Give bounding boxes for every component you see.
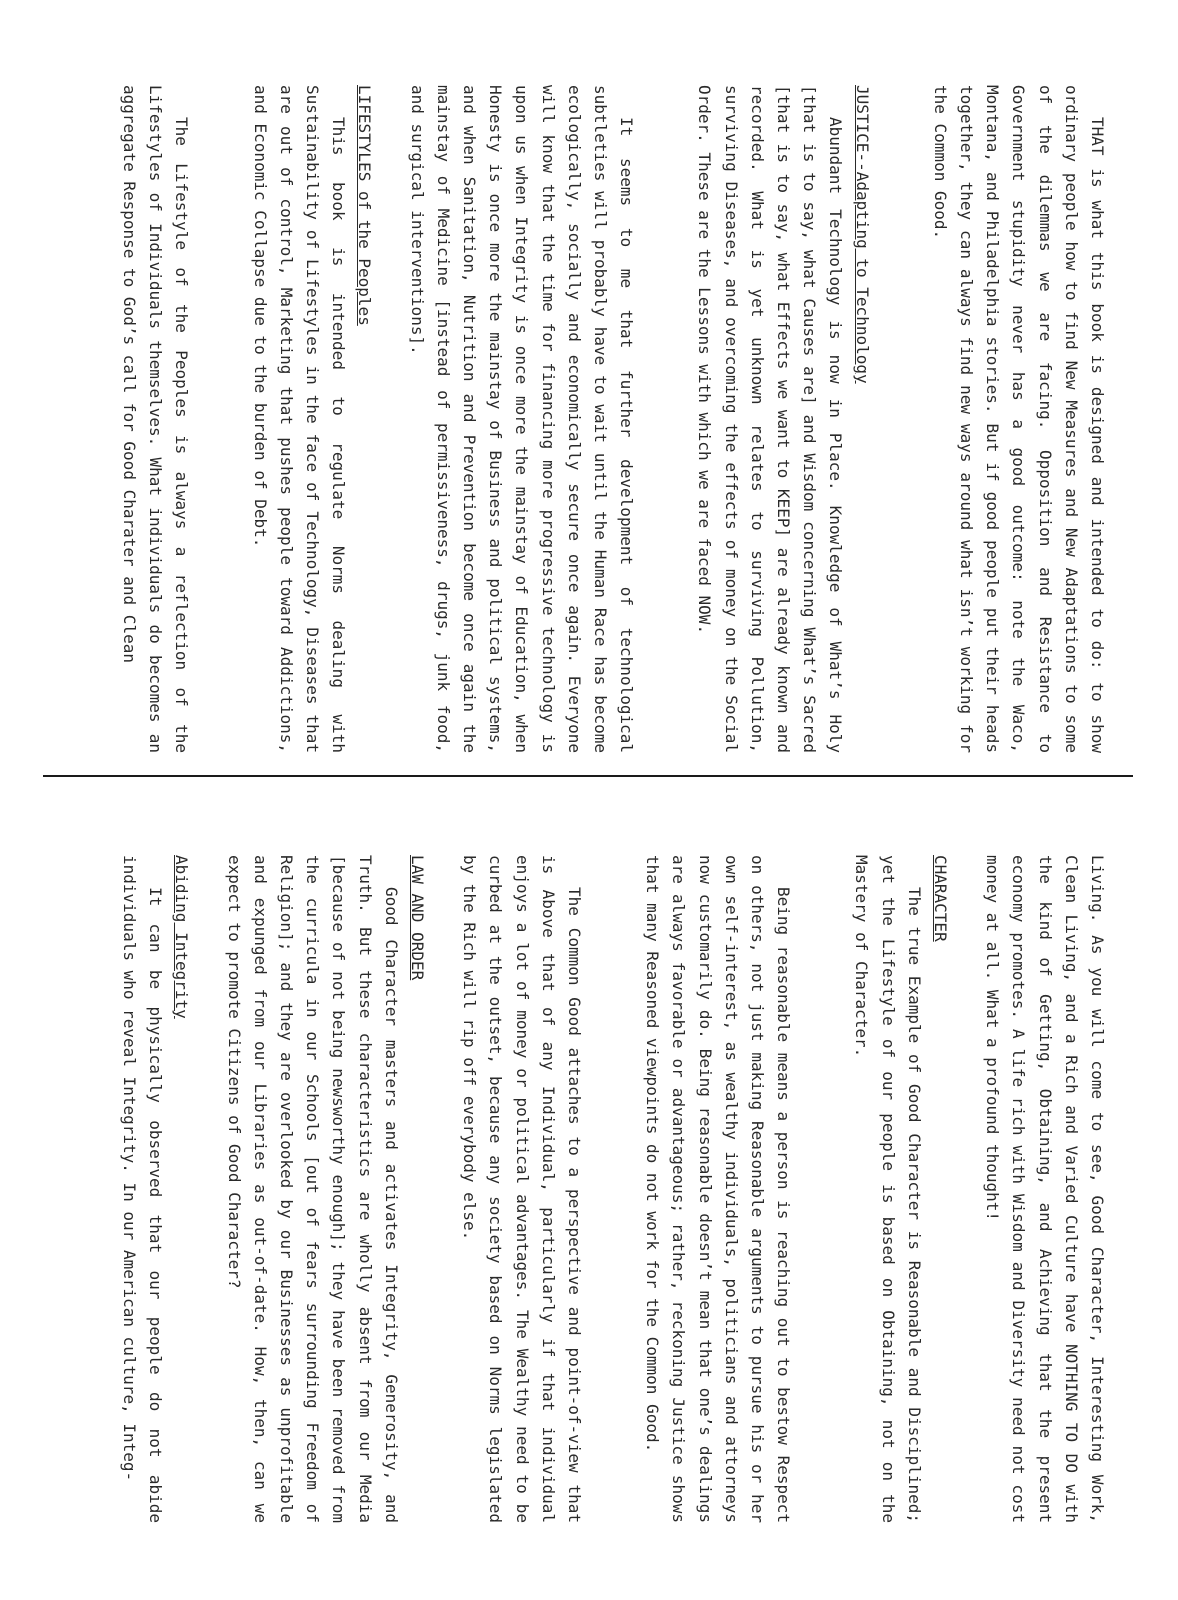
- lifestyle-reflection-paragraph: The Lifestyle of the Peoples is always a reflection of the Lifestyles of Individuals themselves. What individuals do becomes an aggregate Response to God’s call for Good Charater and Clean: [119, 85, 192, 753]
- integrity-paragraph: It can be physically observed that our people do not abide individuals who reveal Integrity. In our American culture, Integ-: [119, 855, 166, 1523]
- justice-paragraph: Abundant Technology is now in Place. Knowledge of What’s Holy [that is to say, what Causes are] and Wisdom concerning What’s Sacred [that is to say, what Effects we want to KEEP] are already known and recorded. What is yet unknown relates to surviving Pollution, surviving Diseases, and overcoming the effects of money on the Social Order. These are the Lessons with which we are faced NOW.: [695, 85, 846, 753]
- column-divider: [43, 775, 1133, 777]
- left-column: [116, 85, 1110, 753]
- heading-justice: JUSTICE--Adapting to Technology: [852, 85, 872, 384]
- law-order-paragraph: Good Character masters and activates Integrity, Generosity, and Truth. But these characteristics are wholly absent from our Media [because of not being newsworthy enough]; they have been removed from the curricula in our Schools [out of fears surrounding Freedom of Religion]; and they are overlooked by our Businesses as unprofitable and expunged from our Libraries as out-of-date. How, then, can we expect to promote Citizens of Good Character?: [224, 855, 401, 1523]
- lifestyles-paragraph: This book is intended to regulate Norms dealing with Sustainability of Lifestyles in the face of Technology, Diseases that are out of control, Marketing that pushes people toward Addictions, and Economic Collapse due to the burden of Debt.: [250, 85, 349, 753]
- heading-character: CHARACTER: [930, 855, 950, 942]
- heading-lifestyles: LIFESTYLES of the Peoples: [355, 85, 375, 326]
- technology-paragraph: It seems to me that further development of technological subtleties will probably have to wait until the Human Race has become ecologically, socially and economically secure once again. Everyone will know that the time for financing more progressive technology is upon us when Integrity is once more the mainstay of Education, when Honesty is once more the mainstay of Business and political systems, and when Sanitation, Nutrition and Prevention become once again the mainstay of Medicine [instead of permissiveness, drugs, junk food, and surgical interventions].: [407, 85, 637, 753]
- heading-law-and-order: LAW AND ORDER: [407, 855, 427, 981]
- reasonable-paragraph: Being reasonable means a person is reaching out to bestow Respect on others, not just making Reasonable arguments to pursue his or her own self-interest, as wealthy individuals, politicians and attorneys now customarily do. Being reasonable doesn’t mean that one’s dealings are always favorable or advantageous; rather, reckoning Justice shows that many Reasoned viewpoints do not work for the Common Good.: [643, 855, 794, 1523]
- right-column: [116, 855, 1110, 1523]
- heading-abiding-integrity: Abiding Integrity: [172, 855, 192, 1019]
- living-paragraph: Living. As you will come to see, Good Character, Interesting Work, Clean Living, and a Rich and Varied Culture have NOTHING TO DO with the kind of Getting, Obtaining, and Achieving that the present economy promotes. A life rich with Wisdom and Diversity need not cost money at all. What a profound thought!: [983, 855, 1107, 1523]
- common-good-paragraph: The Common Good attaches to a perspective and point-of-view that is Above that of any Individual, particularly if that individual enjoys a lot of money or political advantages. The Wealthy need to be curbed at the outset, because any society based on Norms legislated by the Rich will rip off everybody else.: [460, 855, 584, 1523]
- intro-paragraph: THAT is what this book is designed and intended to do: to show ordinary people how to find New Measures and New Adaptations to some of the dilemmas we are facing. Opposition and Resistance to Government stupidity never has a good outcome: note the Waco, Montana, and Philadelphia stories. But if good people put their heads together, they can always find new ways around what isn’t working for the Common Good.: [930, 85, 1107, 753]
- character-paragraph: The true Example of Good Character is Reasonable and Disciplined; yet the Lifestyle of our people is based on Obtaining, not on the Mastery of Character.: [852, 855, 924, 1523]
